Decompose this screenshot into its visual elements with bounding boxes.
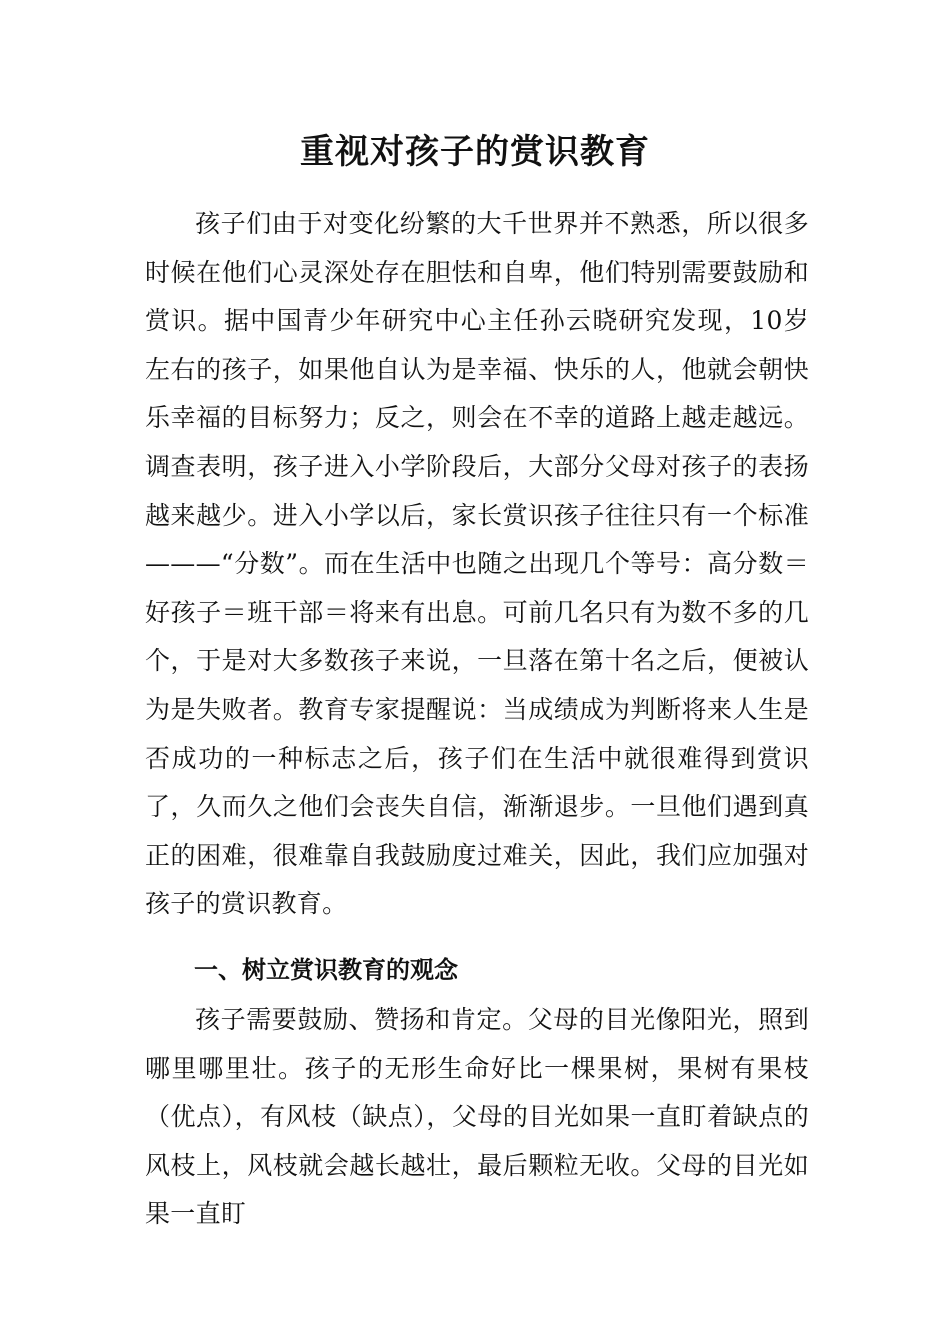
section-heading: 一、树立赏识教育的观念 bbox=[194, 956, 458, 984]
body-paragraph-section-1: 孩子需要鼓励、赞扬和肯定。父母的目光像阳光，照到哪里哪里壮。孩子的无形生命好比一棵果树，果树有果枝（优点），有风枝（缺点），父母的目光如果一直盯着缺点的风枝上，风枝就会越长越壮，最后颗粒无收。父母的目光如果一直盯 bbox=[145, 1005, 809, 1229]
document-title: 重视对孩子的赏识教育 bbox=[300, 132, 650, 172]
body-paragraph-intro: 孩子们由于对变化纷繁的大千世界并不熟悉，所以很多时候在他们心灵深处存在胆怯和自卑，他们特别需要鼓励和赏识。据中国青少年研究中心主任孙云晓研究发现，10岁左右的孩子，如果他自认为是幸福、快乐的人，他就会朝快乐幸福的目标努力；反之，则会在不幸的道路上越走越远。调查表明，孩子进入小学阶段后，大部分父母对孩子的表扬越来越少。进入小学以后，家长赏识孩子往往只有一个标准———“分数”。而在生活中也随之出现几个等号：高分数＝好孩子＝班干部＝将来有出息。可前几名只有为数不多的几个，于是对大多数孩子来说，一旦落在第十名之后，便被认为是失败者。教育专家提醒说：当成绩成为判断将来人生是否成功的一种标志之后，孩子们在生活中就很难得到赏识了，久而久之他们会丧失自信，渐渐退步。一旦他们遇到真正的困难，很难靠自我鼓励度过难关，因此，我们应加强对孩子的赏识教育。 bbox=[145, 209, 809, 919]
